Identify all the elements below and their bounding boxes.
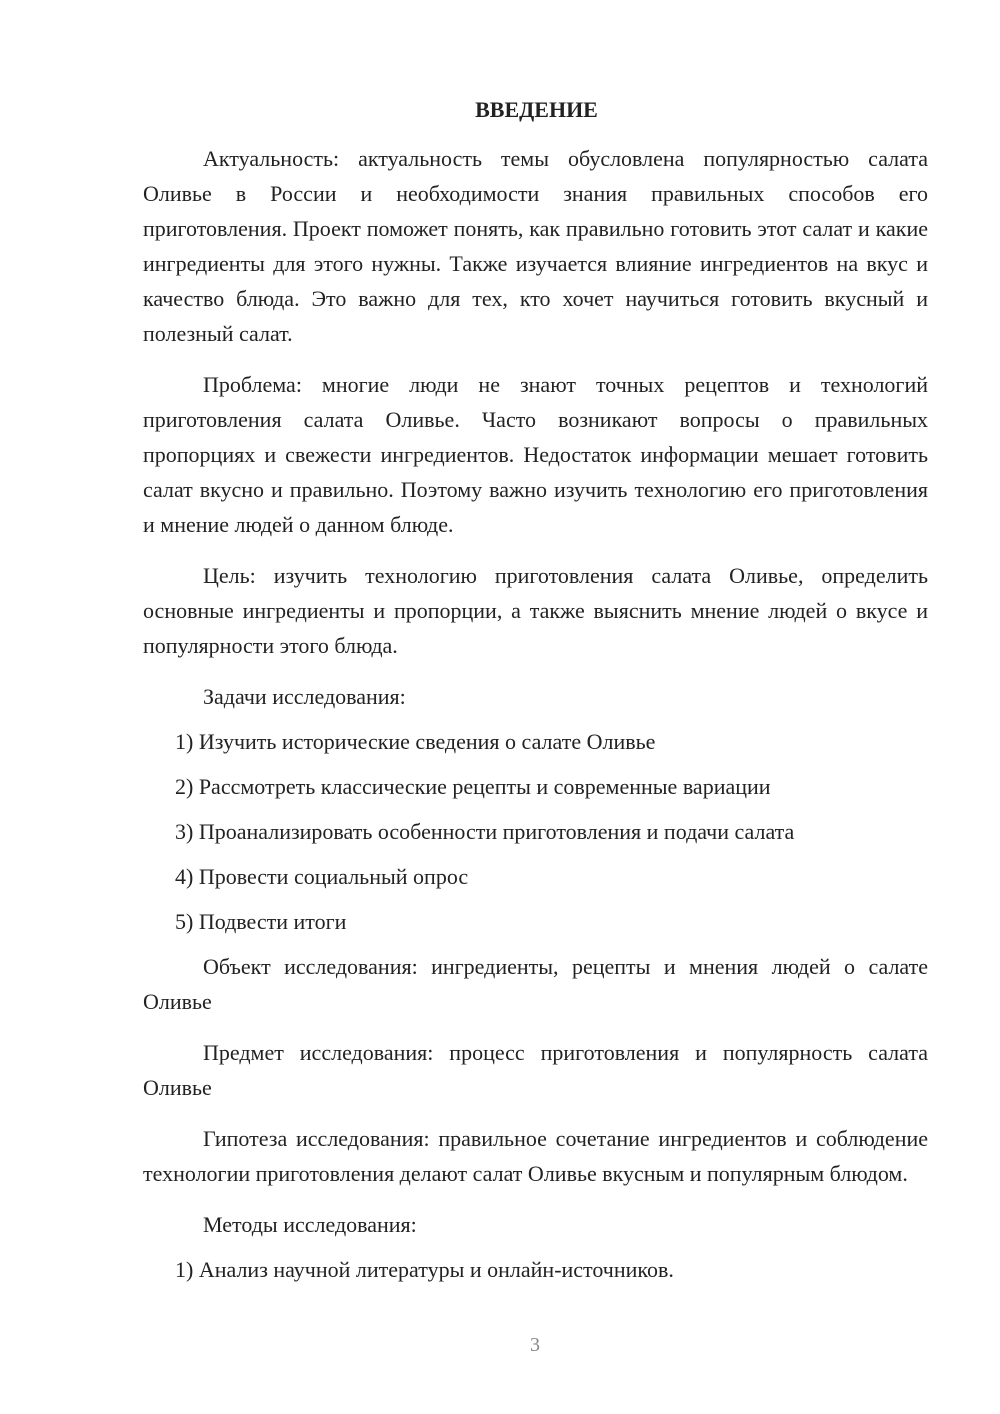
list-item: 3) Проанализировать особенности приготовления и подачи салата [175, 819, 795, 844]
page-title: ВВЕДЕНИЕ [475, 97, 598, 122]
paragraph-problem: Проблема: многие люди не знают точных рецептов и технологий приготовления салата Оливье. Часто возникают вопросы о правильных пропорциях и свежести ингредиентов. Недостаток информации мешает готовить салат вкусно и правильно. Поэтому важно изучить технологию его приготовления и мнение людей о данном блюде. [143, 372, 928, 537]
list-item: 1) Анализ научной литературы и онлайн-источников. [175, 1257, 674, 1282]
paragraph-hypothesis: Гипотеза исследования: правильное сочетание ингредиентов и соблюдение технологии приготовления делают салат Оливье вкусным и популярным блюдом. [143, 1126, 928, 1186]
list-item: 5) Подвести итоги [175, 909, 347, 934]
paragraph-goal: Цель: изучить технологию приготовления салата Оливье, определить основные ингредиенты и пропорции, а также выяснить мнение людей о вкусе и популярности этого блюда. [143, 563, 928, 658]
list-item: 4) Провести социальный опрос [175, 864, 469, 889]
paragraph-subject: Предмет исследования: процесс приготовления и популярность салата Оливье [143, 1040, 928, 1100]
list-item: 1) Изучить исторические сведения о салате Оливье [175, 729, 656, 754]
paragraph-object: Объект исследования: ингредиенты, рецепты и мнения людей о салате Оливье [143, 954, 928, 1014]
page-number: 3 [530, 1334, 540, 1356]
tasks-list [143, 724, 928, 939]
methods-list [143, 1252, 928, 1287]
methods-heading: Методы исследования: [203, 1212, 417, 1237]
tasks-heading: Задачи исследования: [203, 684, 406, 709]
paragraph-relevance: Актуальность: актуальность темы обусловлена популярностью салата Оливье в России и необходимости знания правильных способов его приготовления. Проект поможет понять, как правильно готовить этот салат и какие ингредиенты для этого нужны. Также изучается влияние ингредиентов на вкус и качество блюда. Это важно для тех, кто хочет научиться готовить вкусный и полезный салат. [143, 146, 928, 346]
document-page [143, 96, 928, 1297]
list-item: 2) Рассмотреть классические рецепты и современные вариации [175, 774, 771, 799]
